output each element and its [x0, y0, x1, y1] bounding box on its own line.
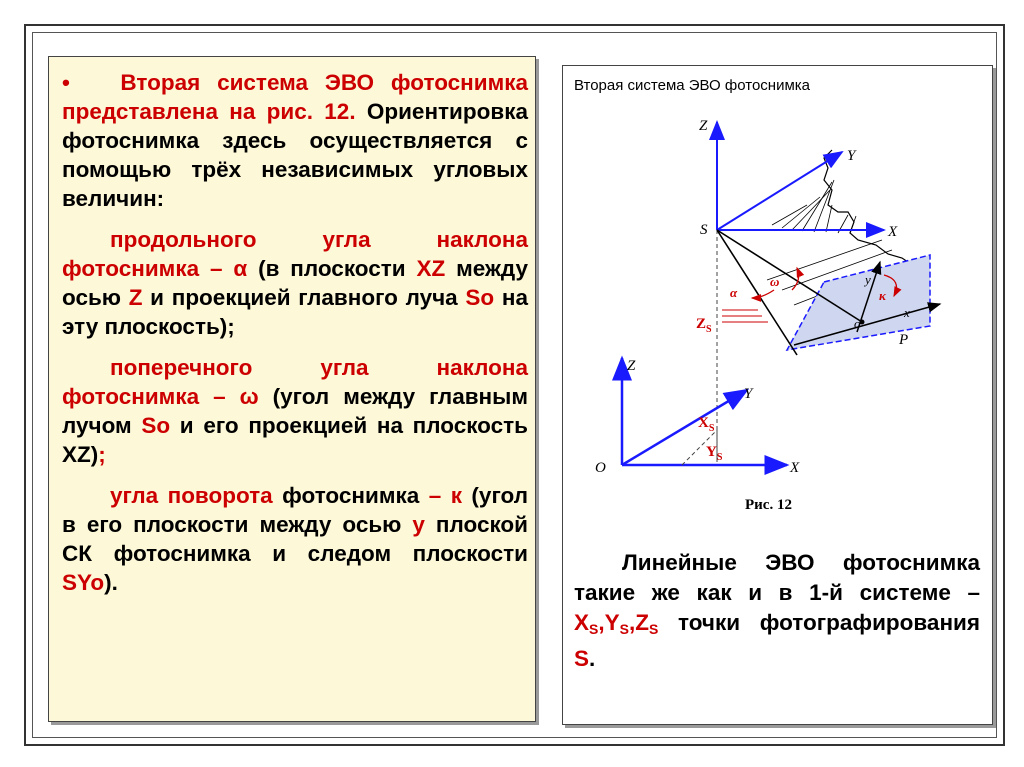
paragraph-alpha: продольного угла наклона фотоснимка – α (в плоскости XZ между осью Z и проекцией главного луча So на эту плоскость);	[62, 227, 529, 339]
figure-number: Рис. 12	[745, 497, 792, 513]
axis-y-top	[717, 152, 842, 230]
trace-curve	[824, 150, 914, 266]
label-x-bottom: X	[790, 460, 800, 476]
left-text-body	[62, 68, 528, 609]
label-s: S	[700, 222, 708, 238]
principal-ray-projection	[717, 230, 797, 355]
label-y-bottom: Y	[744, 386, 753, 402]
linear-elements-text: Линейные ЭВО фотоснимка такие же как и в 1-й системе – $X_S,Y_S,Z_S$ точки фотографирования S.	[574, 550, 980, 671]
label-y-small: y	[865, 272, 871, 287]
axis-y-bottom	[622, 390, 747, 465]
label-omega: ω	[770, 274, 780, 289]
label-z-top: Z	[699, 118, 708, 134]
paragraph-kappa: угла поворота фотоснимка – к (угол в его плоскости между осью у плоской СК фотоснимка и следом плоскости SYo).	[62, 483, 528, 595]
label-alpha: α	[730, 285, 738, 300]
photo-plane	[787, 255, 930, 350]
paragraph-intro: • Вторая система ЭВО фотоснимка представлена на рис. 12. Ориентировка фотоснимка здесь осуществляется с помощью трёх независимых угловых величин:	[62, 70, 528, 211]
label-p: P	[899, 332, 909, 348]
principal-ray	[717, 230, 862, 322]
label-x-small: x	[904, 305, 910, 320]
label-xs: $X_S$	[698, 415, 715, 434]
label-z-bottom: Z	[627, 358, 636, 374]
paragraph-omega: поперечного угла наклона фотоснимка – ω (угол между главным лучом So и его проекцией на плоскость XZ);	[62, 355, 529, 467]
label-x-top: X	[888, 224, 898, 240]
label-zs: $Z_S$	[696, 316, 712, 335]
label-kappa: κ	[879, 288, 886, 303]
label-ys: $Y_S$	[706, 444, 723, 463]
label-o: o	[854, 316, 861, 331]
photo-orientation-diagram	[562, 100, 982, 495]
label-o-origin: O	[595, 460, 606, 476]
figure-title: Вторая система ЭВО фотоснимка	[574, 77, 811, 94]
label-y-top: Y	[847, 148, 856, 164]
zs-hatch	[722, 310, 768, 322]
